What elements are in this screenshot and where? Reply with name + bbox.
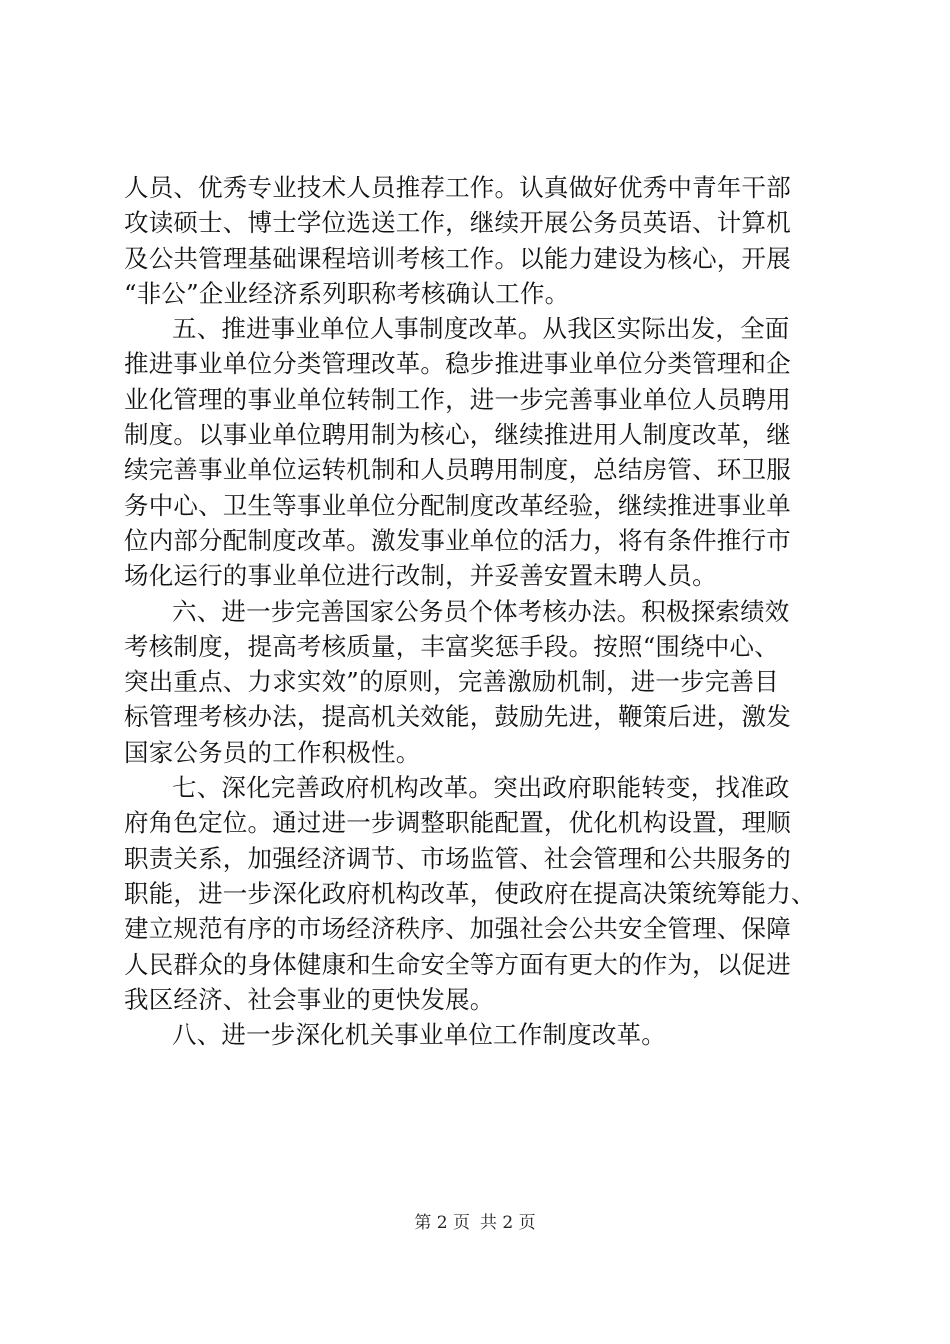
text-line: 人员、优秀专业技术人员推荐工作。认真做好优秀中青年干部 xyxy=(124,173,791,202)
text-line: 建立规范有序的市场经济秩序、加强社会公共安全管理、保障 xyxy=(124,914,791,944)
text-line: 攻读硕士、博士学位选送工作，继续开展公务员英语、计算机 xyxy=(124,208,791,238)
page-footer xyxy=(0,1211,950,1235)
text-line: 位内部分配制度改革。激发事业单位的活力，将有条件推行市 xyxy=(124,525,791,555)
text-line: 府角色定位。通过进一步调整职能配置，优化机构设置，理顺 xyxy=(124,808,791,838)
paragraph-heading-line: 七、深化完善政府机构改革。突出政府职能转变，找准政 xyxy=(172,773,790,803)
paragraph-heading-line: 五、推进事业单位人事制度改革。从我区实际出发，全面 xyxy=(172,314,790,344)
text-line: 业化管理的事业单位转制工作，进一步完善事业单位人员聘用 xyxy=(124,384,791,414)
text-line: 职责关系，加强经济调节、市场监管、社会管理和公共服务的 xyxy=(124,843,791,873)
text-line: 考核制度，提高考核质量，丰富奖惩手段。按照“围绕中心、 xyxy=(124,631,779,661)
paragraph-heading-line: 六、进一步完善国家公务员个体考核办法。积极探索绩效 xyxy=(172,596,790,626)
text-line: 及公共管理基础课程培训考核工作。以能力建设为核心，开展 xyxy=(124,243,791,273)
text-line: 场化运行的事业单位进行改制，并妥善安置未聘人员。 xyxy=(124,561,717,591)
text-line: 国家公务员的工作积极性。 xyxy=(124,737,421,767)
text-line: 突出重点、力求实效”的原则，完善激励机制，进一步完善目 xyxy=(124,667,779,697)
text-line: 推进事业单位分类管理改革。稳步推进事业单位分类管理和企 xyxy=(124,349,791,379)
text-line: 制度。以事业单位聘用制为核心，继续推进用人制度改革，继 xyxy=(124,420,791,450)
text-line: 我区经济、社会事业的更快发展。 xyxy=(124,984,495,1014)
text-line: 标管理考核办法，提高机关效能，鼓励先进，鞭策后进，激发 xyxy=(124,702,791,732)
page-number: 第 2 页 xyxy=(414,1213,470,1233)
text-line: 续完善事业单位运转机制和人员聘用制度，总结房管、环卫服 xyxy=(124,455,791,485)
paragraph-heading-line: 八、进一步深化机关事业单位工作制度改革。 xyxy=(172,1020,666,1050)
text-line: 人民群众的身体健康和生命安全等方面有更大的作为，以促进 xyxy=(124,949,791,979)
text-line: “非公”企业经济系列职称考核确认工作。 xyxy=(124,278,570,308)
page-total: 共 2 页 xyxy=(480,1213,536,1233)
text-line: 务中心、卫生等事业单位分配制度改革经验，继续推进事业单 xyxy=(124,490,791,520)
text-line: 职能，进一步深化政府机构改革，使政府在提高决策统筹能力、 xyxy=(124,878,816,908)
document-body xyxy=(124,170,844,1052)
